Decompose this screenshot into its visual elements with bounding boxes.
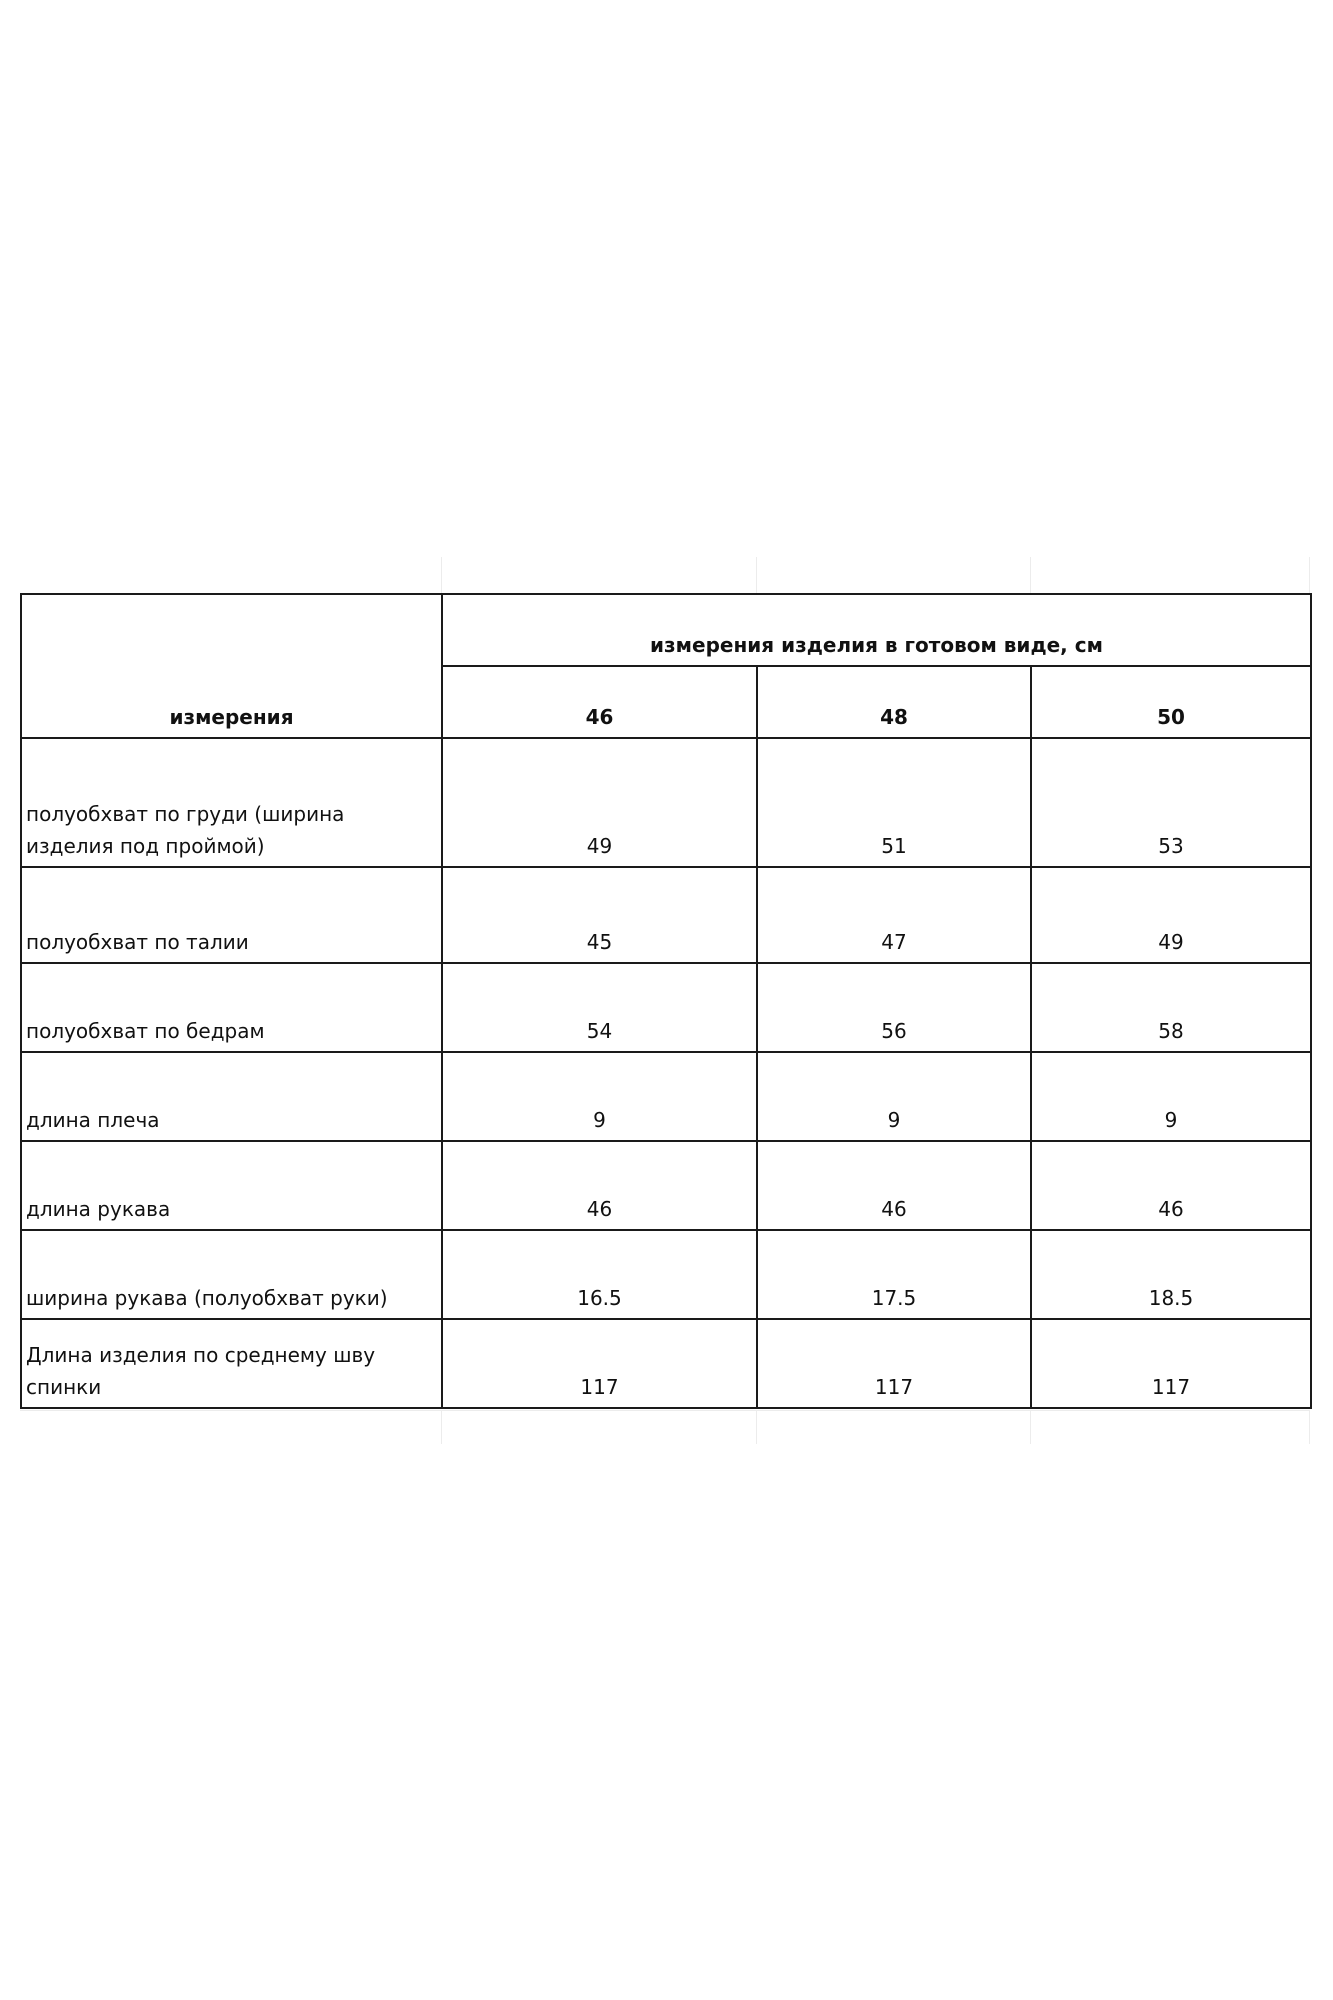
cell-bust-50: 53 [1031, 738, 1311, 867]
gridline-column [1030, 1410, 1031, 1444]
cell-garment-length-50: 117 [1031, 1319, 1311, 1408]
cell-sleeve-width-46: 16.5 [442, 1230, 757, 1319]
header-size-46: 46 [442, 666, 757, 738]
row-label-hips: полуобхват по бедрам [21, 963, 442, 1052]
header-size-50: 50 [1031, 666, 1311, 738]
table-row-sleeve-length [21, 1141, 1311, 1230]
cell-garment-length-46: 117 [442, 1319, 757, 1408]
cell-shoulder-46: 9 [442, 1052, 757, 1141]
cell-sleeve-width-48: 17.5 [757, 1230, 1031, 1319]
cell-sleeve-width-50: 18.5 [1031, 1230, 1311, 1319]
gridline-column [1309, 1410, 1310, 1444]
header-finished-measurements: измерения изделия в готовом виде, см [442, 594, 1311, 666]
table-row-waist [21, 867, 1311, 963]
gridline-column [1309, 557, 1310, 593]
cell-bust-46: 49 [442, 738, 757, 867]
gridline-row-bottom [20, 1410, 1310, 1445]
cell-shoulder-48: 9 [757, 1052, 1031, 1141]
table-row-hips [21, 963, 1311, 1052]
header-measurements-label: измерения [21, 594, 442, 738]
header-row-group [21, 594, 1311, 666]
row-label-waist: полуобхват по талии [21, 867, 442, 963]
cell-hips-48: 56 [757, 963, 1031, 1052]
row-label-bust: полуобхват по груди (ширина изделия под проймой) [21, 738, 442, 867]
cell-sleeve-length-50: 46 [1031, 1141, 1311, 1230]
gridline-column [756, 557, 757, 593]
row-label-shoulder: длина плеча [21, 1052, 442, 1141]
table-row-sleeve-width [21, 1230, 1311, 1319]
cell-hips-46: 54 [442, 963, 757, 1052]
table-row-bust [21, 738, 1311, 867]
row-label-sleeve-length: длина рукава [21, 1141, 442, 1230]
gridline-column [1030, 557, 1031, 593]
table-row-garment-length [21, 1319, 1311, 1408]
table-row-shoulder [21, 1052, 1311, 1141]
row-label-sleeve-width: ширина рукава (полуобхват руки) [21, 1230, 442, 1319]
cell-hips-50: 58 [1031, 963, 1311, 1052]
size-chart-table [20, 593, 1312, 1409]
gridline-row-top [20, 557, 1310, 594]
cell-sleeve-length-46: 46 [442, 1141, 757, 1230]
row-label-garment-length: Длина изделия по среднему шву спинки [21, 1319, 442, 1408]
header-size-48: 48 [757, 666, 1031, 738]
gridline-column [756, 1410, 757, 1444]
cell-waist-46: 45 [442, 867, 757, 963]
cell-shoulder-50: 9 [1031, 1052, 1311, 1141]
cell-waist-48: 47 [757, 867, 1031, 963]
cell-sleeve-length-48: 46 [757, 1141, 1031, 1230]
gridline-column [441, 1410, 442, 1444]
cell-bust-48: 51 [757, 738, 1031, 867]
cell-waist-50: 49 [1031, 867, 1311, 963]
cell-garment-length-48: 117 [757, 1319, 1031, 1408]
gridline-column [441, 557, 442, 593]
